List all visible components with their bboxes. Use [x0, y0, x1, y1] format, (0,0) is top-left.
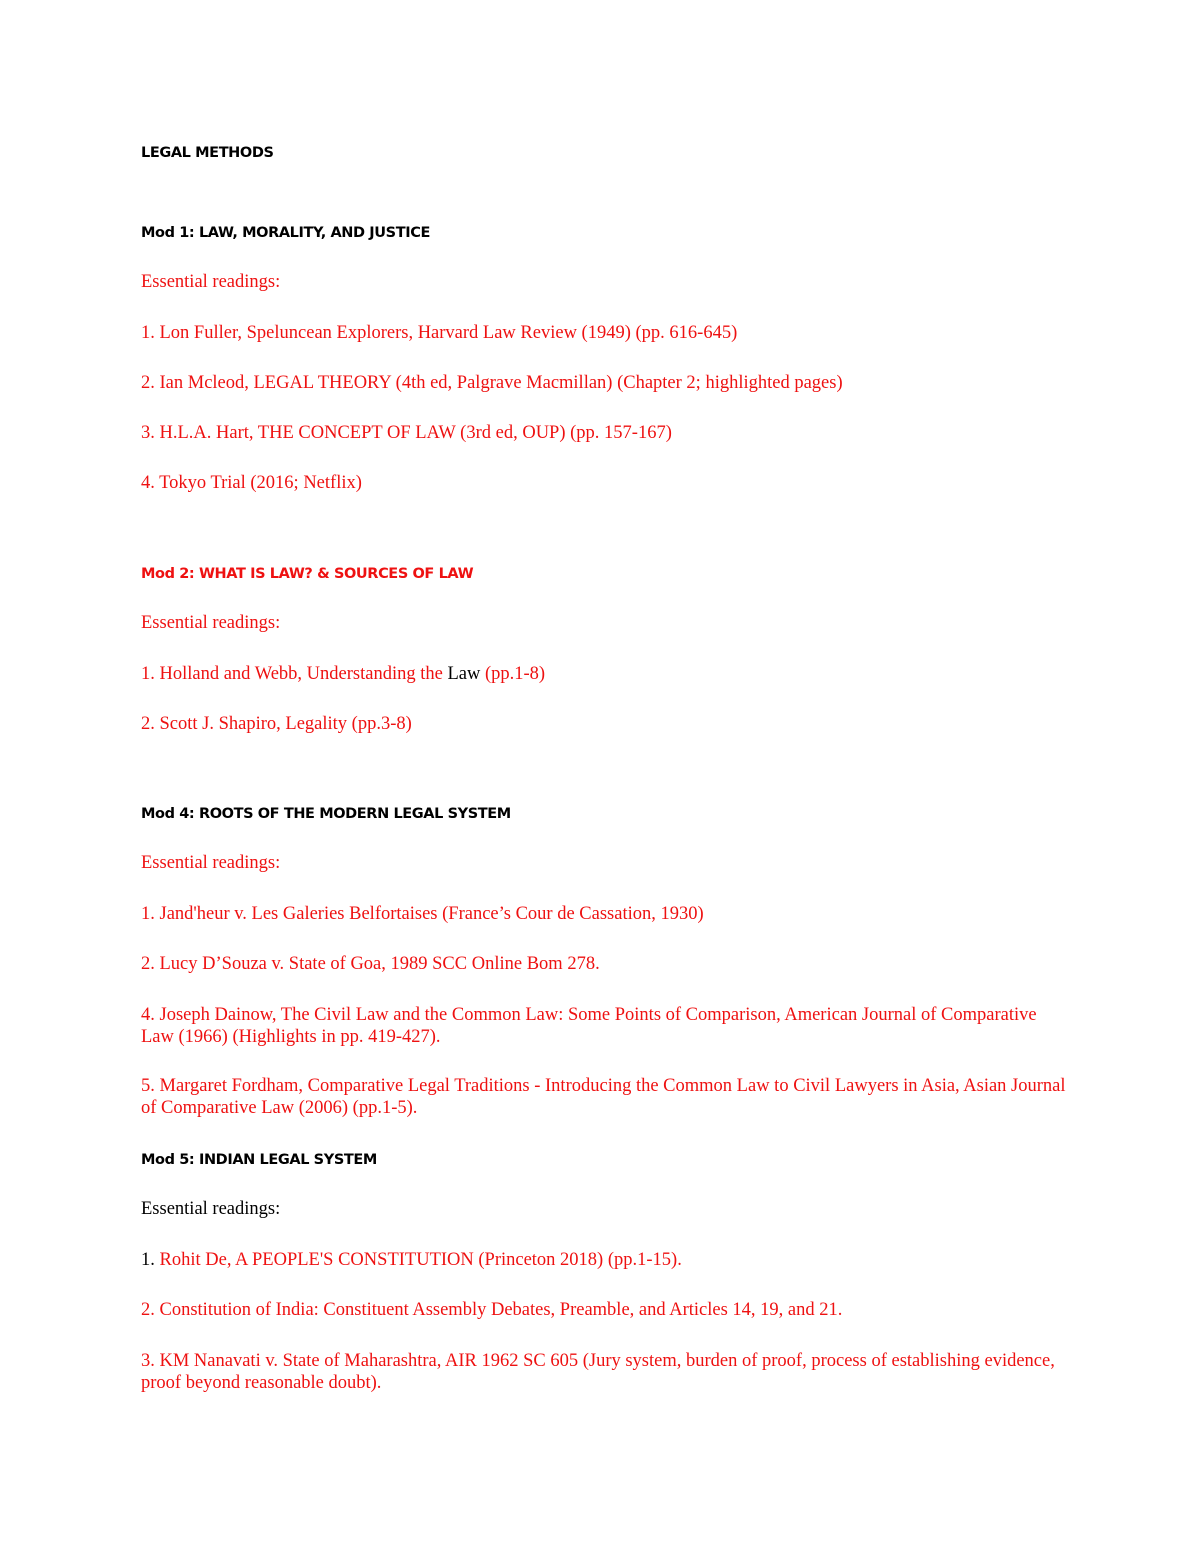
- mod5-reading-1: [141, 1250, 1071, 1271]
- mod1-heading: Mod 1: LAW, MORALITY, AND JUSTICE: [141, 225, 430, 241]
- mod2-reading-1-part-b: Law: [447, 664, 481, 684]
- mod5-reading-2: 2. Constitution of India: Constituent Assembly Debates, Preamble, and Articles 14, 19, and 21.: [141, 1300, 843, 1320]
- mod5-reading-1-number: 1.: [141, 1250, 160, 1270]
- mod5-reading-1-text: Rohit De, A PEOPLE'S CONSTITUTION (Princeton 2018) (pp.1-15).: [159, 1250, 682, 1270]
- mod2-readings-label: Essential readings:: [141, 613, 281, 633]
- mod4-readings-label: Essential readings:: [141, 853, 281, 873]
- mod2-heading: Mod 2: WHAT IS LAW? & SOURCES OF LAW: [141, 566, 474, 582]
- mod1-reading-3: 3. H.L.A. Hart, THE CONCEPT OF LAW (3rd ed, OUP) (pp. 157-167): [141, 423, 672, 443]
- mod4-reading-2: 2. Lucy D’Souza v. State of Goa, 1989 SCC Online Bom 278.: [141, 954, 600, 974]
- mod1-readings-label: Essential readings:: [141, 272, 281, 292]
- mod2-reading-2: 2. Scott J. Shapiro, Legality (pp.3-8): [141, 714, 412, 734]
- mod4-reading-4: 4. Joseph Dainow, The Civil Law and the Common Law: Some Points of Comparison, American Journal of Comparative Law (1966) (Highlights in pp. 419-427).: [141, 1005, 1037, 1047]
- mod1-reading-1: 1. Lon Fuller, Speluncean Explorers, Harvard Law Review (1949) (pp. 616-645): [141, 323, 738, 343]
- mod2-reading-1: [141, 664, 1071, 685]
- mod1-reading-4: 4. Tokyo Trial (2016; Netflix): [141, 473, 362, 493]
- mod5-heading: Mod 5: INDIAN LEGAL SYSTEM: [141, 1152, 377, 1168]
- mod4-heading: Mod 4: ROOTS OF THE MODERN LEGAL SYSTEM: [141, 806, 511, 822]
- mod2-reading-1-part-c: (pp.1-8): [480, 664, 546, 684]
- mod4-reading-1: 1. Jand'heur v. Les Galeries Belfortaises (France’s Cour de Cassation, 1930): [141, 904, 704, 924]
- mod5-reading-3: 3. KM Nanavati v. State of Maharashtra, AIR 1962 SC 605 (Jury system, burden of proof, process of establishing evidence, proof beyond reasonable doubt).: [141, 1351, 1055, 1393]
- mod1-reading-2: 2. Ian Mcleod, LEGAL THEORY (4th ed, Palgrave Macmillan) (Chapter 2; highlighted pages): [141, 373, 843, 393]
- mod5-readings-label: Essential readings:: [141, 1199, 281, 1219]
- mod4-reading-5: 5. Margaret Fordham, Comparative Legal Traditions - Introducing the Common Law to Civil Lawyers in Asia, Asian Journal of Comparative Law (2006) (pp.1-5).: [141, 1076, 1066, 1118]
- document-title: LEGAL METHODS: [141, 145, 274, 161]
- mod2-reading-1-part-a: 1. Holland and Webb, Understanding the: [141, 664, 448, 684]
